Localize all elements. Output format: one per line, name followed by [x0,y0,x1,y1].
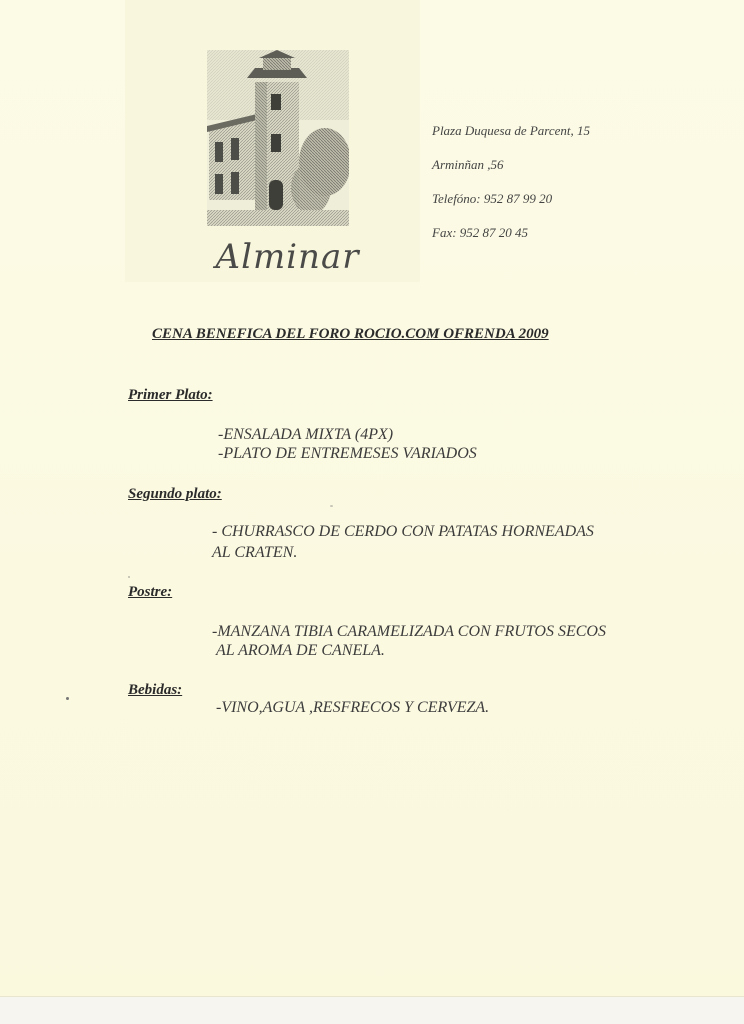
scan-speck [330,505,333,507]
scan-speck [128,576,130,578]
menu-item: - CHURRASCO DE CERDO CON PATATAS HORNEADAS [212,523,594,540]
address-phone: Telefóno: 952 87 99 20 [432,191,553,206]
scan-speck [66,697,69,700]
page-bottom-edge [0,996,744,1024]
menu-item: AL CRATEN. [212,544,298,561]
address-block [432,122,732,258]
section-label-postre: Postre: [128,584,173,600]
menu-item: -VINO,AGUA ,RESFRECOS Y CERVEZA. [216,699,490,716]
event-title: CENA BENEFICA DEL FORO ROCIO.COM OFRENDA 2009 [152,326,549,342]
menu-item: -MANZANA TIBIA CARAMELIZADA CON FRUTOS SECOS [212,623,606,640]
tower-illustration [207,50,349,226]
menu-item: AL AROMA DE CANELA. [216,642,385,659]
menu-item: -PLATO DE ENTREMESES VARIADOS [218,445,477,462]
section-label-primer-plato: Primer Plato: [128,387,213,403]
address-street-secondary: Arminñan ,56 [432,157,504,172]
section-label-segundo-plato: Segundo plato: [128,486,222,502]
address-fax: Fax: 952 87 20 45 [432,225,529,240]
brand-logo-text: Alminar [215,237,360,277]
menu-item: -ENSALADA MIXTA (4PX) [218,426,394,443]
address-street: Plaza Duquesa de Parcent, 15 [432,123,591,138]
section-label-bebidas: Bebidas: [128,682,183,698]
